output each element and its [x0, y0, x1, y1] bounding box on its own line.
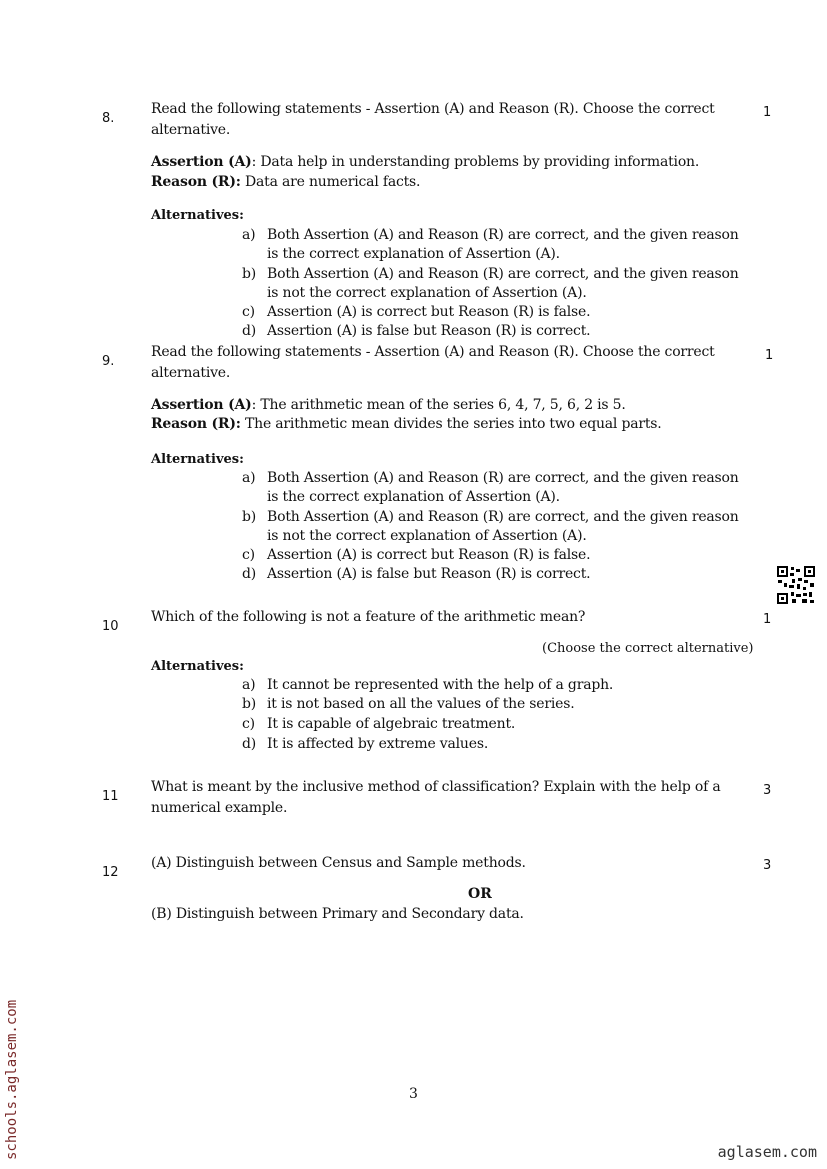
option-label: d): [242, 736, 257, 752]
question-stem: Read the following statements - Assertion (A) and Reason (R). Choose the correct: [151, 101, 715, 117]
reason-text: Data are numerical facts.: [240, 174, 421, 190]
option-text: Assertion (A) is correct but Reason (R) is false.: [267, 547, 591, 563]
assertion-line: [151, 397, 626, 413]
question-part-a: (A) Distinguish between Census and Sample methods.: [151, 855, 526, 871]
question-number: 10: [102, 619, 119, 634]
option-c: [242, 547, 590, 563]
instruction-text: (Choose the correct alternative): [542, 641, 754, 656]
alternatives-heading: Alternatives:: [151, 208, 244, 223]
question-part-b: (B) Distinguish between Primary and Secondary data.: [151, 906, 524, 922]
side-watermark: schools.aglasem.com: [4, 999, 20, 1160]
option-a: [242, 677, 613, 693]
option-label: b): [242, 266, 257, 282]
reason-label: Reason (R):: [151, 174, 241, 190]
option-label: a): [242, 677, 256, 693]
option-text-cont: is not the correct explanation of Assertion (A).: [267, 285, 587, 301]
question-number: 9.: [102, 354, 115, 369]
option-text-cont: is the correct explanation of Assertion (A).: [267, 246, 560, 262]
footer-watermark: aglasem.com: [717, 1143, 817, 1161]
question-marks: 1: [763, 105, 772, 120]
option-text: Assertion (A) is false but Reason (R) is correct.: [267, 323, 591, 339]
option-text: Assertion (A) is correct but Reason (R) is false.: [267, 304, 591, 320]
question-number: 8.: [102, 111, 115, 126]
option-text: It is capable of algebraic treatment.: [267, 716, 516, 732]
question-stem-cont: numerical example.: [151, 800, 288, 816]
option-text: Both Assertion (A) and Reason (R) are correct, and the given reason: [267, 470, 739, 486]
option-b: [242, 696, 574, 712]
alternatives-heading: Alternatives:: [151, 659, 244, 674]
option-text: Assertion (A) is false but Reason (R) is correct.: [267, 566, 591, 582]
option-label: b): [242, 509, 257, 525]
option-a: [242, 470, 739, 486]
question-marks: 1: [765, 348, 774, 363]
alternatives-heading: Alternatives:: [151, 452, 244, 467]
question-marks: 1: [763, 612, 772, 627]
reason-label: Reason (R):: [151, 416, 241, 432]
qr-code-icon: [776, 565, 816, 605]
option-d: [242, 323, 590, 339]
reason-line: [151, 174, 420, 190]
option-d: [242, 566, 590, 582]
option-c: [242, 716, 515, 732]
question-stem-cont: alternative.: [151, 122, 231, 138]
assertion-label: Assertion (A): [151, 397, 252, 413]
option-label: b): [242, 696, 257, 712]
option-label: c): [242, 716, 255, 732]
option-b: [242, 266, 739, 282]
question-stem-cont: alternative.: [151, 365, 231, 381]
assertion-text: : The arithmetic mean of the series 6, 4, 7, 5, 6, 2 is 5.: [251, 397, 626, 413]
reason-text: The arithmetic mean divides the series into two equal parts.: [240, 416, 662, 432]
reason-line: [151, 416, 662, 432]
page-number: 3: [409, 1086, 418, 1102]
question-marks: 3: [763, 783, 772, 798]
option-text: It cannot be represented with the help of a graph.: [267, 677, 614, 693]
option-text: Both Assertion (A) and Reason (R) are correct, and the given reason: [267, 509, 739, 525]
assertion-label: Assertion (A): [151, 154, 252, 170]
option-c: [242, 304, 590, 320]
option-text: It is affected by extreme values.: [267, 736, 489, 752]
option-label: a): [242, 227, 256, 243]
option-text-cont: is not the correct explanation of Assertion (A).: [267, 528, 587, 544]
question-stem: What is meant by the inclusive method of classification? Explain with the help of a: [151, 779, 721, 795]
option-label: d): [242, 566, 257, 582]
question-marks: 3: [763, 858, 772, 873]
option-a: [242, 227, 739, 243]
question-number: 11: [102, 789, 119, 804]
option-label: c): [242, 304, 255, 320]
option-text-cont: is the correct explanation of Assertion (A).: [267, 489, 560, 505]
option-label: d): [242, 323, 257, 339]
assertion-text: : Data help in understanding problems by providing information.: [251, 154, 700, 170]
or-divider: OR: [468, 886, 492, 902]
option-text: Both Assertion (A) and Reason (R) are correct, and the given reason: [267, 227, 739, 243]
option-label: a): [242, 470, 256, 486]
option-d: [242, 736, 488, 752]
option-text: Both Assertion (A) and Reason (R) are correct, and the given reason: [267, 266, 739, 282]
option-text: it is not based on all the values of the series.: [267, 696, 575, 712]
question-stem: Read the following statements - Assertion (A) and Reason (R). Choose the correct: [151, 344, 715, 360]
option-label: c): [242, 547, 255, 563]
question-stem: Which of the following is not a feature of the arithmetic mean?: [151, 609, 586, 625]
option-b: [242, 509, 739, 525]
question-number: 12: [102, 865, 119, 880]
assertion-line: [151, 154, 699, 170]
